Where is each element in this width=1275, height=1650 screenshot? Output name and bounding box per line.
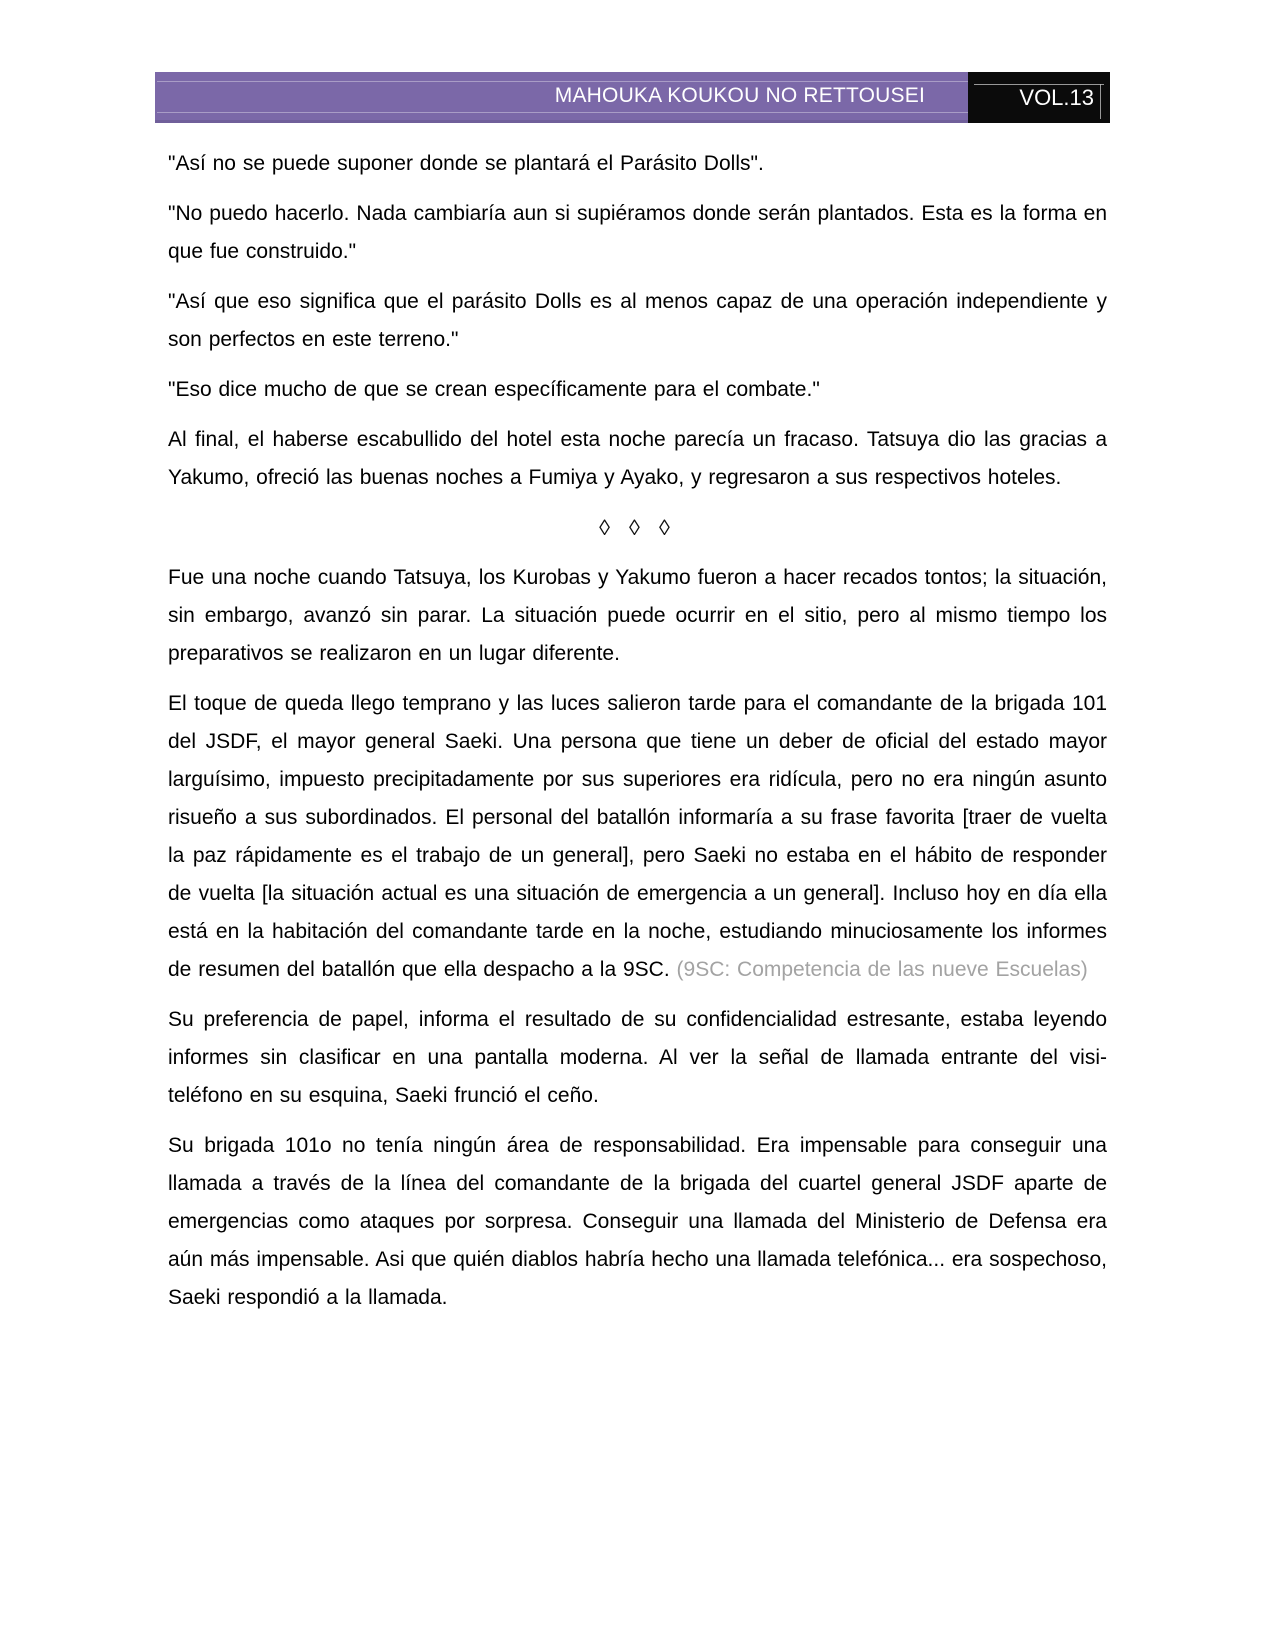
- paragraph-dialogue-3: "Así que eso significa que el parásito Dolls es al menos capaz de una operación independiente y son perfectos en este terreno.": [168, 290, 1107, 351]
- paragraph-dialogue-2: "No puedo hacerlo. Nada cambiaría aun si supiéramos donde serán plantados. Esta es la forma en que fue construido.": [168, 202, 1107, 263]
- document-body: [168, 145, 1107, 1329]
- paragraph-narration-3: [168, 685, 1107, 989]
- translator-note: (9SC: Competencia de las nueve Escuelas): [676, 958, 1088, 981]
- paragraph-narration-1: Al final, el haberse escabullido del hotel esta noche parecía un fracaso. Tatsuya dio las gracias a Yakumo, ofreció las buenas noches a Fumiya y Ayako, y regresaron a sus respectivos hoteles.: [168, 428, 1107, 489]
- paragraph-dialogue-4: "Eso dice mucho de que se crean específicamente para el combate.": [168, 378, 820, 401]
- header-title-bar: [155, 72, 968, 123]
- header-title: MAHOUKA KOUKOU NO RETTOUSEI: [554, 84, 925, 107]
- volume-label: VOL.13: [1019, 84, 1094, 110]
- paragraph-narration-2: Fue una noche cuando Tatsuya, los Kurobas y Yakumo fueron a hacer recados tontos; la situación, sin embargo, avanzó sin parar. La situación puede ocurrir en el sitio, pero al mismo tiempo los preparativos se realizaron en un lugar diferente.: [168, 566, 1107, 665]
- paragraph-dialogue-1: "Así no se puede suponer donde se plantará el Parásito Dolls".: [168, 152, 764, 175]
- paragraph-text: El toque de queda llego temprano y las luces salieron tarde para el comandante de la brigada 101 del JSDF, el mayor general Saeki. Una persona que tiene un deber de oficial del estado mayor larguísimo, impuesto precipitadamente por sus superiores era ridícula, pero no era ningún asunto risueño a sus subordinados. El personal del batallón informaría a su frase favorita [traer de vuelta la paz rápidamente es el trabajo de un general], pero Saeki no estaba en el hábito de responder de vuelta [la situación actual es una situación de emergencia a un general]. Incluso hoy en día ella está en la habitación del comandante tarde en la noche, estudiando minuciosamente los informes de resumen del batallón que ella despacho a la 9SC.: [168, 692, 1107, 981]
- header-bar: [155, 72, 1110, 123]
- scene-separator: ◊ ◊ ◊: [599, 515, 676, 540]
- paragraph-narration-5: Su brigada 101o no tenía ningún área de responsabilidad. Era impensable para conseguir una llamada a través de la línea del comandante de la brigada del cuartel general JSDF aparte de emergencias como ataques por sorpresa. Conseguir una llamada del Ministerio de Defensa era aún más impensable. Asi que quién diablos habría hecho una llamada telefónica... era sospechoso, Saeki respondió a la llamada.: [168, 1134, 1107, 1309]
- paragraph-narration-4: Su preferencia de papel, informa el resultado de su confidencialidad estresante, estaba leyendo informes sin clasificar en una pantalla moderna. Al ver la señal de llamada entrante del visi-teléfono en su esquina, Saeki frunció el ceño.: [168, 1008, 1107, 1107]
- volume-badge: [968, 72, 1110, 123]
